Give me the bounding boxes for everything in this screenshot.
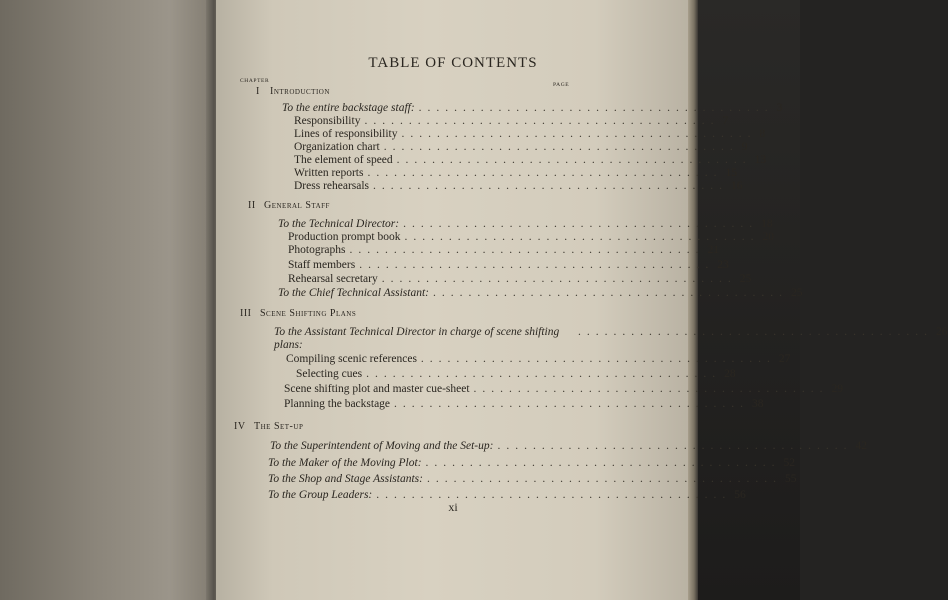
dot-leader: ........................................: [373, 180, 729, 192]
toc-entry: [294, 154, 767, 167]
entry-page: 52: [783, 457, 796, 469]
toc-entry: [268, 457, 796, 470]
toc-entry: [268, 473, 797, 486]
dot-leader: ........................................: [473, 383, 829, 395]
chapter-heading: [248, 199, 330, 212]
toc-entry: [294, 128, 766, 141]
entry-page: 15: [725, 167, 737, 179]
entry-label: Staff members: [288, 259, 356, 271]
toc-entry: [270, 440, 867, 453]
chapter-heading: [234, 420, 303, 433]
dot-leader: ........................................: [418, 102, 774, 114]
toc-entry: [282, 102, 783, 115]
entry-label: To the Group Leaders:: [268, 489, 373, 501]
dot-leader: ........................................: [349, 244, 705, 256]
entry-label: To the Superintendent of Moving and the Set-up:: [270, 440, 494, 452]
chapter-numeral: I: [256, 86, 260, 97]
entry-page: 16: [731, 180, 743, 192]
entry-page: 25: [739, 273, 752, 285]
dot-leader: ........................................: [359, 259, 715, 271]
dot-leader: ........................................: [401, 128, 757, 140]
entry-page: 27: [778, 353, 791, 365]
entry-label: To the Assistant Technical Director in charge of scene shifting plans:: [274, 326, 560, 351]
entry-label: Compiling scenic references: [286, 353, 417, 365]
toc-entry: [294, 167, 737, 180]
entry-label: Production prompt book: [288, 231, 401, 243]
toc-entry: [286, 353, 791, 366]
entry-label: To the Technical Director:: [278, 218, 400, 230]
entry-label: Organization chart: [294, 141, 380, 153]
entry-page: 23: [717, 259, 729, 271]
left-page: [0, 0, 212, 600]
entry-page: 29: [831, 383, 844, 395]
chapter-numeral: IV: [234, 421, 246, 432]
toc-entry: [294, 180, 743, 193]
entry-label: Dress rehearsals: [294, 180, 370, 192]
entry-page: 21: [707, 244, 719, 256]
entry-page: 7: [722, 115, 729, 127]
dot-leader: ........................................: [383, 141, 739, 153]
entry-label: Responsibility: [294, 115, 361, 127]
dot-leader: ........................................: [420, 353, 776, 365]
entry-page: 56: [734, 489, 746, 501]
entry-label: Planning the backstage: [284, 398, 391, 410]
dot-leader: ........................................: [366, 368, 722, 380]
chapter-name: Scene Shifting Plans: [260, 308, 357, 319]
toc-entry: [278, 218, 773, 231]
entry-label: Photographs: [288, 244, 346, 256]
background: [698, 0, 800, 600]
toc-entry: [284, 383, 844, 396]
toc-entry: [284, 398, 764, 411]
chapter-column-header: CHAPTER: [240, 78, 270, 84]
dot-leader: ........................................: [433, 287, 789, 299]
chapter-numeral: II: [248, 200, 256, 211]
dot-leader: ........................................: [367, 167, 723, 179]
dot-leader: ........................................: [396, 154, 752, 166]
dot-leader: ........................................: [425, 457, 781, 469]
contents-page: [216, 0, 948, 600]
entry-label: Lines of responsibility: [294, 128, 398, 140]
entry-page: 3: [776, 102, 783, 114]
entry-page: 42: [855, 440, 867, 452]
chapter-name: The Set-up: [254, 421, 304, 432]
entry-page: 55: [784, 473, 797, 485]
entry-page: 9: [741, 141, 748, 153]
dot-leader: ........................................: [403, 218, 759, 230]
dot-leader: ........................................: [394, 398, 750, 410]
entry-page: 13: [754, 154, 767, 166]
dot-leader: ........................................: [381, 273, 737, 285]
chapter-name: General Staff: [264, 200, 330, 211]
toc-entry: [288, 273, 752, 286]
toc-entry: [288, 259, 729, 272]
chapter-heading: [240, 307, 356, 320]
entry-label: To the Chief Technical Assistant:: [278, 287, 430, 299]
dot-leader: ........................................: [426, 473, 782, 485]
entry-label: To the Maker of the Moving Plot:: [268, 457, 422, 469]
entry-page: 25: [791, 287, 803, 299]
dot-leader: ........................................: [497, 440, 853, 452]
entry-label: Scene shifting plot and master cue-sheet: [284, 383, 470, 395]
chapter-heading: [256, 85, 330, 98]
toc-entry: [278, 287, 803, 300]
dot-leader: ........................................: [364, 115, 720, 127]
toc-entry: [288, 231, 774, 244]
page-number: xi: [448, 500, 458, 514]
toc-entry: [288, 244, 719, 257]
dot-leader: ........................................: [578, 326, 933, 338]
chapter-name: Introduction: [270, 86, 330, 97]
entry-page: 8: [759, 128, 766, 140]
page-title: TABLE OF CONTENTS: [368, 55, 538, 71]
entry-label: To the Shop and Stage Assistants:: [268, 473, 423, 485]
entry-page: 28: [724, 368, 736, 380]
entry-page: 26: [936, 326, 948, 338]
entry-label: Written reports: [294, 167, 364, 179]
page-column-header: PAGE: [553, 82, 570, 88]
entry-label: The element of speed: [294, 154, 393, 166]
dot-leader: ........................................: [404, 231, 760, 243]
entry-page: 18: [761, 218, 773, 230]
toc-entry: [296, 368, 736, 381]
entry-page: 38: [752, 398, 764, 410]
entry-label: Rehearsal secretary: [288, 273, 378, 285]
entry-label: Selecting cues: [296, 368, 363, 380]
toc-entry: [294, 141, 748, 154]
chapter-numeral: III: [240, 308, 252, 319]
entry-label: To the entire backstage staff:: [282, 102, 415, 114]
entry-page: 20: [762, 231, 774, 243]
toc-entry: [294, 115, 729, 128]
dot-leader: ........................................: [376, 489, 732, 501]
toc-entry: [274, 326, 948, 352]
